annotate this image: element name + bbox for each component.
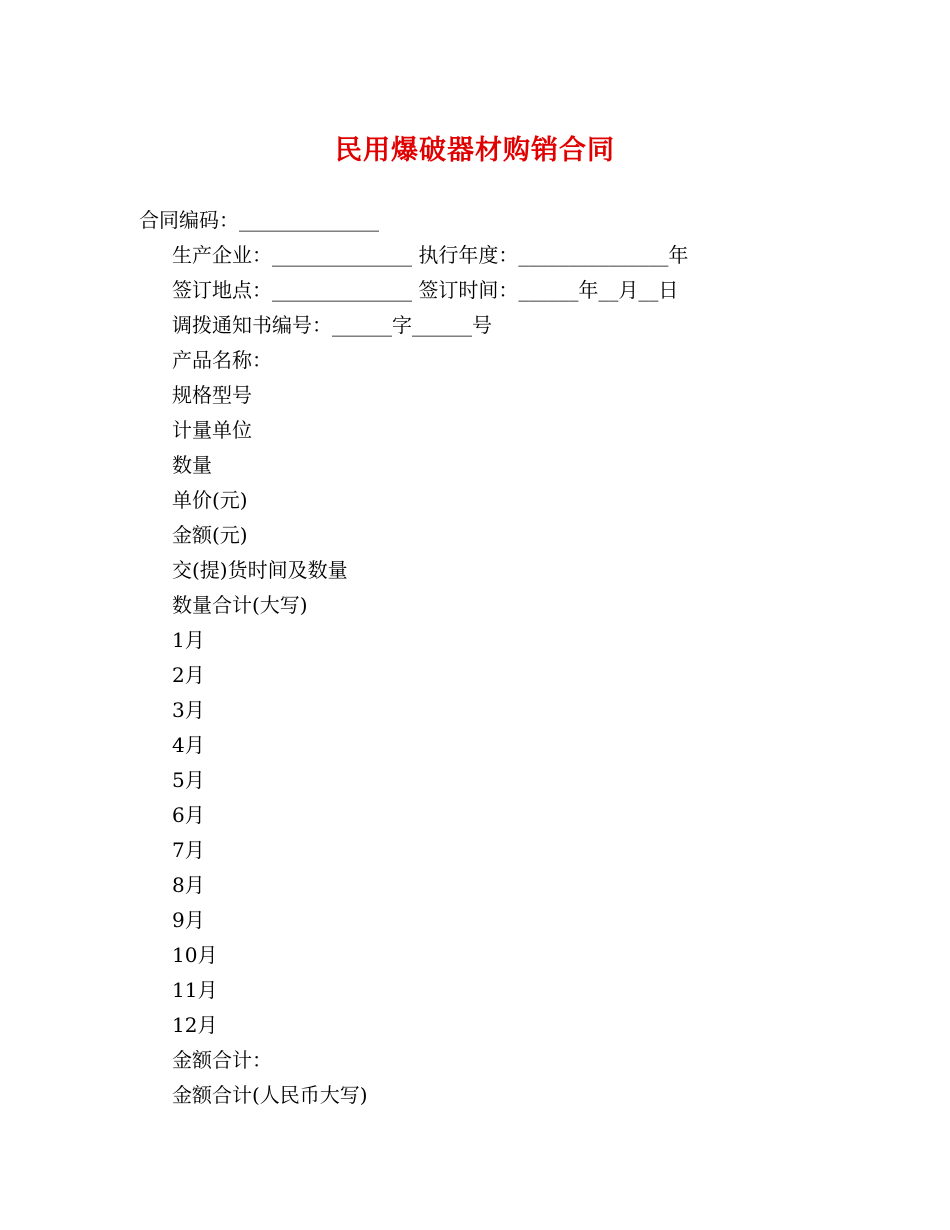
producer-year-line: 生产企业：______________ 执行年度：_______________年 (172, 243, 689, 267)
signing-place-time-line: 签订地点：______________ 签订时间：______年__月__日 (172, 278, 679, 302)
month-line: 11月 (172, 978, 218, 1002)
month-line: 3月 (172, 698, 205, 722)
month-line: 6月 (172, 803, 205, 827)
month-line: 8月 (172, 873, 205, 897)
amount-total-rmb-line: 金额合计(人民币大写) (172, 1083, 368, 1107)
unit-price-line: 单价(元) (172, 488, 248, 512)
month-line: 7月 (172, 838, 205, 862)
month-line: 9月 (172, 908, 205, 932)
document-title: 民用爆破器材购销合同 (335, 135, 615, 166)
quantity-total-line: 数量合计(大写) (172, 593, 308, 617)
unit-line: 计量单位 (172, 418, 252, 442)
spec-model-line: 规格型号 (172, 383, 252, 407)
month-line: 5月 (172, 768, 205, 792)
allocation-notice-line: 调拨通知书编号：______字______号 (172, 313, 492, 337)
delivery-line: 交(提)货时间及数量 (172, 558, 348, 582)
product-name-line: 产品名称： (172, 348, 272, 372)
month-line: 1月 (172, 628, 205, 652)
month-line: 4月 (172, 733, 205, 757)
month-line: 10月 (172, 943, 218, 967)
quantity-line: 数量 (172, 453, 212, 477)
amount-line: 金额(元) (172, 523, 248, 547)
contract-number-line: 合同编码：______________ (139, 208, 379, 232)
month-line: 2月 (172, 663, 205, 687)
amount-total-line: 金额合计： (172, 1048, 272, 1072)
month-line: 12月 (172, 1013, 218, 1037)
